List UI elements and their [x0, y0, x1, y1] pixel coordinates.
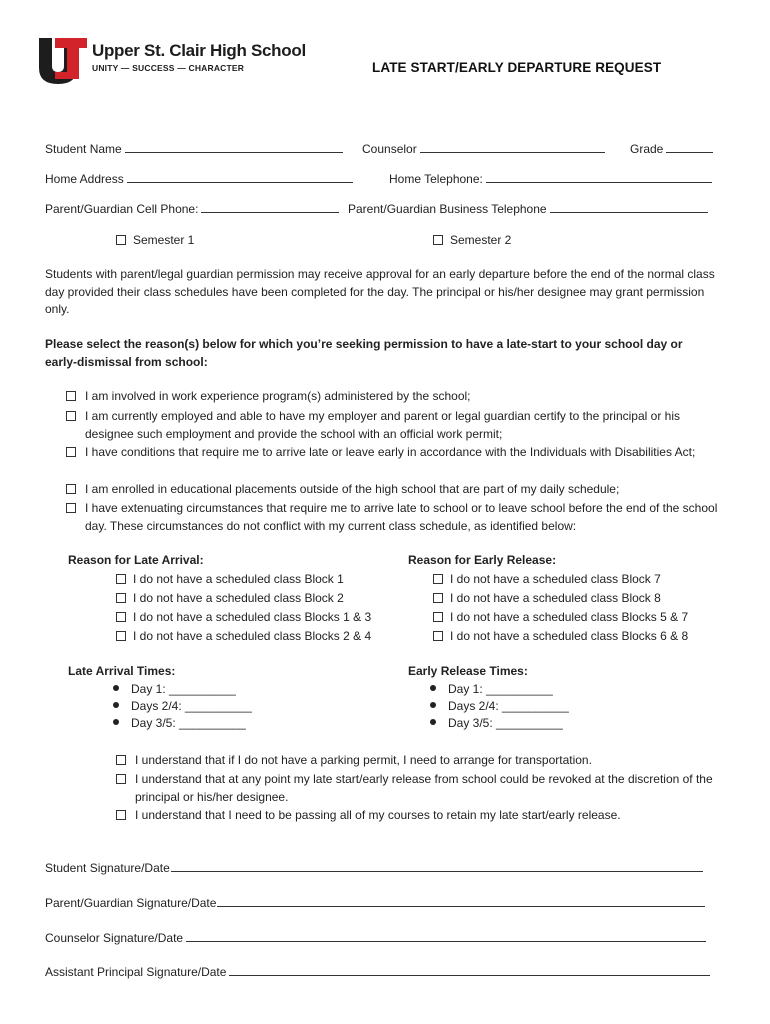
reason-item[interactable]	[66, 444, 726, 462]
late-arrival-option-label: I do not have a scheduled class Blocks 1 & 3	[133, 610, 372, 624]
home-address-label: Home Address	[45, 172, 124, 186]
student-name-label: Student Name	[45, 142, 122, 156]
late-arrival-option-label: I do not have a scheduled class Block 1	[133, 572, 344, 586]
reason-text: I am enrolled in educational placements outside of the high school that are part of my daily schedule;	[85, 482, 620, 496]
grade-line[interactable]	[666, 141, 713, 153]
reason-checkbox[interactable]	[66, 484, 76, 494]
early-release-time-label: Days 2/4: __________	[448, 699, 569, 713]
late-arrival-times-heading: Late Arrival Times:	[68, 664, 176, 678]
acknowledgement-checkbox[interactable]	[116, 774, 126, 784]
late-arrival-checkbox[interactable]	[116, 574, 126, 584]
school-motto: UNITY — SUCCESS — CHARACTER	[92, 63, 245, 73]
late-arrival-checkbox[interactable]	[116, 593, 126, 603]
bullet-icon	[113, 685, 119, 691]
late-arrival-option[interactable]	[116, 610, 371, 624]
early-release-option-label: I do not have a scheduled class Blocks 5 & 7	[450, 610, 689, 624]
bullet-icon	[430, 702, 436, 708]
reason-checkbox[interactable]	[66, 411, 76, 421]
semester2-label: Semester 2	[450, 233, 512, 247]
reason-checkbox[interactable]	[66, 503, 76, 513]
home-telephone-label: Home Telephone:	[389, 172, 483, 186]
assistant-principal-signature-line[interactable]	[229, 964, 710, 976]
late-arrival-time-item[interactable]	[113, 682, 236, 696]
semester1-checkbox[interactable]	[116, 235, 126, 245]
reason-item[interactable]	[66, 388, 726, 406]
early-release-checkbox[interactable]	[433, 612, 443, 622]
school-logo-icon	[37, 38, 87, 84]
home-address-line[interactable]	[127, 171, 353, 183]
late-arrival-checkbox[interactable]	[116, 612, 126, 622]
late-arrival-checkbox[interactable]	[116, 631, 126, 641]
late-arrival-option[interactable]	[116, 591, 344, 605]
semester1-option[interactable]	[116, 233, 194, 247]
early-release-checkbox[interactable]	[433, 574, 443, 584]
early-release-time-label: Day 1: __________	[448, 682, 553, 696]
home-telephone-field[interactable]	[389, 171, 712, 186]
late-arrival-time-item[interactable]	[113, 716, 246, 730]
early-release-checkbox[interactable]	[433, 593, 443, 603]
reason-item[interactable]	[66, 500, 726, 535]
late-arrival-heading: Reason for Late Arrival:	[68, 553, 204, 567]
semester2-checkbox[interactable]	[433, 235, 443, 245]
late-arrival-time-label: Days 2/4: __________	[131, 699, 252, 713]
acknowledgement-text: I understand that I need to be passing all of my courses to retain my late start/early release.	[135, 808, 621, 822]
early-release-checkbox[interactable]	[433, 631, 443, 641]
counselor-signature-label: Counselor Signature/Date	[45, 931, 184, 945]
early-release-time-item[interactable]	[430, 682, 553, 696]
student-name-field[interactable]	[45, 141, 343, 156]
bullet-icon	[113, 719, 119, 725]
counselor-signature-field[interactable]	[45, 930, 706, 945]
late-arrival-time-label: Day 3/5: __________	[131, 716, 246, 730]
early-release-option-label: I do not have a scheduled class Block 8	[450, 591, 661, 605]
reason-text: I am currently employed and able to have my employer and parent or legal guardian certify to the principal or his designee such employment and provide the school with an official work permit;	[85, 409, 680, 441]
school-name: Upper St. Clair High School	[92, 41, 306, 60]
grade-label: Grade	[630, 142, 664, 156]
acknowledgement-item[interactable]	[116, 807, 726, 825]
early-release-option[interactable]	[433, 591, 661, 605]
assistant-principal-signature-label: Assistant Principal Signature/Date	[45, 965, 227, 979]
late-arrival-time-label: Day 1: __________	[131, 682, 236, 696]
early-release-option-label: I do not have a scheduled class Blocks 6 & 8	[450, 629, 689, 643]
late-arrival-option[interactable]	[116, 572, 344, 586]
student-signature-line[interactable]	[171, 860, 703, 872]
student-name-line[interactable]	[125, 141, 343, 153]
acknowledgement-item[interactable]	[116, 752, 726, 770]
acknowledgement-text: I understand that if I do not have a parking permit, I need to arrange for transportation.	[135, 753, 592, 767]
counselor-field[interactable]	[362, 141, 605, 156]
semester2-option[interactable]	[433, 233, 511, 247]
early-release-time-item[interactable]	[430, 716, 563, 730]
reason-item[interactable]	[66, 481, 726, 499]
early-release-option[interactable]	[433, 572, 661, 586]
instructions-paragraph: Please select the reason(s) below for which you’re seeking permission to have a late-start to your school day or early-dismissal from school:	[45, 337, 683, 369]
reason-checkbox[interactable]	[66, 447, 76, 457]
late-arrival-option-label: I do not have a scheduled class Blocks 2 & 4	[133, 629, 372, 643]
parent-business-field[interactable]	[348, 201, 708, 216]
bullet-icon	[430, 719, 436, 725]
form-title: LATE START/EARLY DEPARTURE REQUEST	[372, 60, 662, 75]
acknowledgement-item[interactable]	[116, 771, 726, 806]
early-release-heading: Reason for Early Release:	[408, 553, 557, 567]
semester1-label: Semester 1	[133, 233, 195, 247]
early-release-time-item[interactable]	[430, 699, 569, 713]
early-release-time-label: Day 3/5: __________	[448, 716, 563, 730]
acknowledgement-checkbox[interactable]	[116, 810, 126, 820]
counselor-line[interactable]	[420, 141, 605, 153]
late-arrival-time-item[interactable]	[113, 699, 252, 713]
early-release-option[interactable]	[433, 610, 688, 624]
reason-text: I am involved in work experience program(s) administered by the school;	[85, 389, 471, 403]
intro-paragraph: Students with parent/legal guardian permission may receive approval for an early departure before the end of the normal class day provided their class schedules have been completed for the day. The principal or his/her designee may grant permission only.	[45, 267, 715, 316]
parent-cell-line[interactable]	[201, 201, 339, 213]
parent-business-line[interactable]	[550, 201, 708, 213]
student-signature-field[interactable]	[45, 860, 703, 875]
bullet-icon	[430, 685, 436, 691]
bullet-icon	[113, 702, 119, 708]
reason-checkbox[interactable]	[66, 391, 76, 401]
parent-cell-field[interactable]	[45, 201, 339, 216]
reason-text: I have conditions that require me to arrive late or leave early in accordance with the Individuals with Disabilities Act;	[85, 445, 696, 459]
parent-business-label: Parent/Guardian Business Telephone	[348, 202, 547, 216]
acknowledgement-text: I understand that at any point my late start/early release from school could be revoked at the discretion of the principal or his/her designee.	[135, 772, 713, 804]
counselor-label: Counselor	[362, 142, 417, 156]
home-telephone-line[interactable]	[486, 171, 712, 183]
parent-signature-field[interactable]	[45, 895, 705, 910]
early-release-option[interactable]	[433, 629, 688, 643]
home-address-field[interactable]	[45, 171, 353, 186]
student-signature-label: Student Signature/Date	[45, 861, 170, 875]
parent-signature-line[interactable]	[217, 895, 705, 907]
reason-item[interactable]	[66, 408, 726, 443]
early-release-times-heading: Early Release Times:	[408, 664, 528, 678]
late-arrival-option[interactable]	[116, 629, 371, 643]
parent-cell-label: Parent/Guardian Cell Phone:	[45, 202, 199, 216]
acknowledgement-checkbox[interactable]	[116, 755, 126, 765]
early-release-option-label: I do not have a scheduled class Block 7	[450, 572, 661, 586]
reason-text: I have extenuating circumstances that require me to arrive late to school or to leave school before the end of the school day. These circumstances do not conflict with my current class schedule, as identified below:	[85, 501, 718, 533]
late-arrival-option-label: I do not have a scheduled class Block 2	[133, 591, 344, 605]
grade-field[interactable]	[630, 141, 713, 156]
assistant-principal-signature-field[interactable]	[45, 964, 710, 979]
counselor-signature-line[interactable]	[186, 930, 706, 942]
parent-signature-label: Parent/Guardian Signature/Date	[45, 896, 217, 910]
